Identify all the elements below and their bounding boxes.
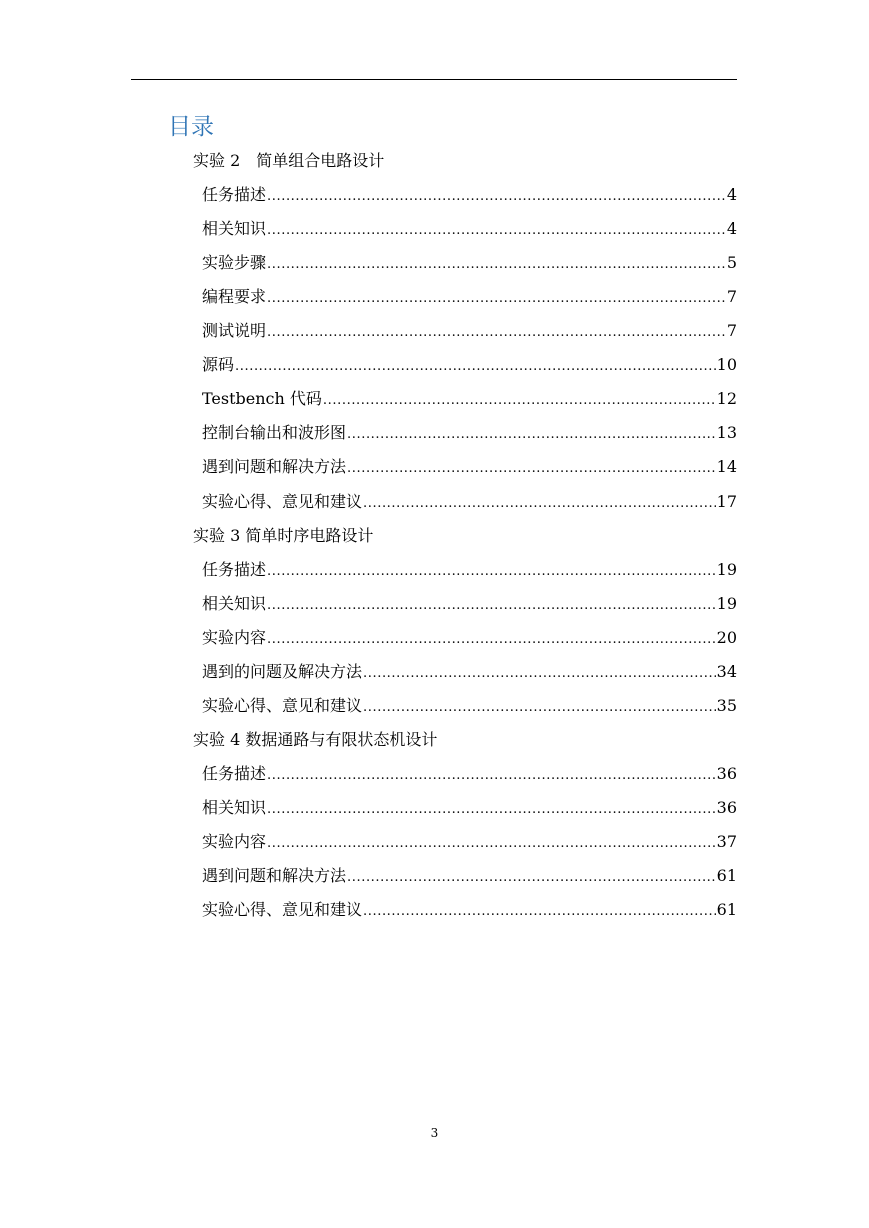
toc-entry-page: 19: [716, 559, 737, 579]
toc-entry[interactable]: [202, 593, 737, 615]
toc-entry-label: 相关知识: [202, 593, 267, 613]
toc-entry-label: 任务描述: [202, 559, 267, 579]
toc-entry-label: 实验心得、意见和建议: [202, 695, 363, 715]
toc-entry-page: 34: [716, 661, 737, 681]
toc-dot-leader: [267, 629, 716, 651]
toc-entry-label: 测试说明: [202, 321, 267, 341]
toc-dot-leader: [267, 220, 726, 242]
toc-title: 目录: [168, 114, 214, 140]
toc-entry-label: 控制台输出和波形图: [202, 423, 347, 443]
toc-dot-leader: [267, 799, 716, 821]
toc-entry[interactable]: [202, 320, 737, 342]
toc-dot-leader: [323, 390, 716, 412]
toc-entry-page: 17: [716, 491, 737, 511]
toc-entry[interactable]: [202, 865, 737, 887]
toc-entry-label: 源码: [202, 355, 235, 375]
toc-entry-page: 5: [726, 253, 737, 273]
toc-entry-label: 实验内容: [202, 627, 267, 647]
toc-entry[interactable]: [202, 184, 737, 206]
toc-dot-leader: [363, 663, 716, 685]
toc-entry-label: 遇到问题和解决方法: [202, 457, 347, 477]
toc-entry-label: 遇到问题和解决方法: [202, 866, 347, 886]
toc-entry[interactable]: [202, 695, 737, 717]
toc-entry-label: 相关知识: [202, 219, 267, 239]
toc-dot-leader: [347, 867, 716, 889]
page-number: 3: [430, 1126, 439, 1140]
toc-entry[interactable]: [202, 456, 737, 478]
toc-dot-leader: [267, 561, 716, 583]
toc-entry[interactable]: [202, 627, 737, 649]
toc-entry-label: 任务描述: [202, 185, 267, 205]
toc-dot-leader: [363, 493, 716, 515]
toc-dot-leader: [267, 186, 726, 208]
toc-entry-label: 遇到的问题及解决方法: [202, 661, 363, 681]
toc-entry[interactable]: [202, 218, 737, 240]
toc-entry[interactable]: [202, 899, 737, 921]
toc-entry-page: 4: [726, 219, 737, 239]
toc-entry[interactable]: [202, 491, 737, 513]
toc-dot-leader: [347, 424, 716, 446]
toc-section-heading[interactable]: 实验 4 数据通路与有限状态机设计: [193, 729, 438, 749]
toc-entry-page: 36: [716, 763, 737, 783]
toc-section-heading[interactable]: 实验 2 简单组合电路设计: [193, 151, 385, 170]
toc-entry[interactable]: [202, 388, 737, 410]
toc-entry[interactable]: [202, 661, 737, 683]
toc-entry-page: 12: [716, 389, 737, 409]
toc-dot-leader: [267, 322, 726, 344]
toc-dot-leader: [267, 833, 716, 855]
toc-entry-page: 13: [716, 423, 737, 443]
toc-entry-label: 编程要求: [202, 287, 267, 307]
toc-entry-page: 35: [716, 695, 737, 715]
toc-entry-page: 19: [716, 593, 737, 613]
toc-entry-page: 61: [716, 866, 737, 886]
toc-dot-leader: [347, 458, 716, 480]
toc-entry-label: 实验心得、意见和建议: [202, 900, 363, 920]
toc-dot-leader: [267, 288, 726, 310]
toc-entry[interactable]: [202, 763, 737, 785]
toc-entry[interactable]: [202, 354, 737, 376]
toc-entry[interactable]: [202, 422, 737, 444]
toc-entry-page: 20: [716, 627, 737, 647]
toc-entry-page: 14: [716, 457, 737, 477]
toc-dot-leader: [267, 765, 716, 787]
toc-entry-label: 相关知识: [202, 797, 267, 817]
toc-entry-label: 实验步骤: [202, 253, 267, 273]
toc-entry-page: 61: [716, 900, 737, 920]
toc-entry-label: 实验内容: [202, 832, 267, 851]
toc-dot-leader: [363, 697, 716, 719]
header-rule: [131, 79, 737, 80]
toc-section-heading[interactable]: 实验 3 简单时序电路设计: [193, 525, 374, 545]
toc-dot-leader: [267, 254, 726, 276]
toc-entry-page: 4: [726, 185, 737, 205]
toc-entry[interactable]: [202, 559, 737, 581]
toc-entry-page: 36: [716, 797, 737, 817]
toc-dot-leader: [267, 595, 716, 617]
toc-entry[interactable]: [202, 252, 737, 274]
toc-entry-label: Testbench 代码: [202, 389, 322, 409]
toc-entry-page: 37: [716, 832, 737, 851]
toc-entry[interactable]: [202, 831, 737, 853]
toc-entry[interactable]: [202, 286, 737, 308]
toc-entry[interactable]: [202, 797, 737, 819]
toc-entry-label: 实验心得、意见和建议: [202, 491, 363, 511]
toc-entry-page: 10: [716, 355, 737, 375]
toc-entry-label: 任务描述: [202, 763, 267, 783]
toc-dot-leader: [235, 356, 716, 378]
toc-entry-page: 7: [726, 287, 737, 307]
toc-dot-leader: [363, 901, 716, 923]
toc-entry-page: 7: [726, 321, 737, 341]
